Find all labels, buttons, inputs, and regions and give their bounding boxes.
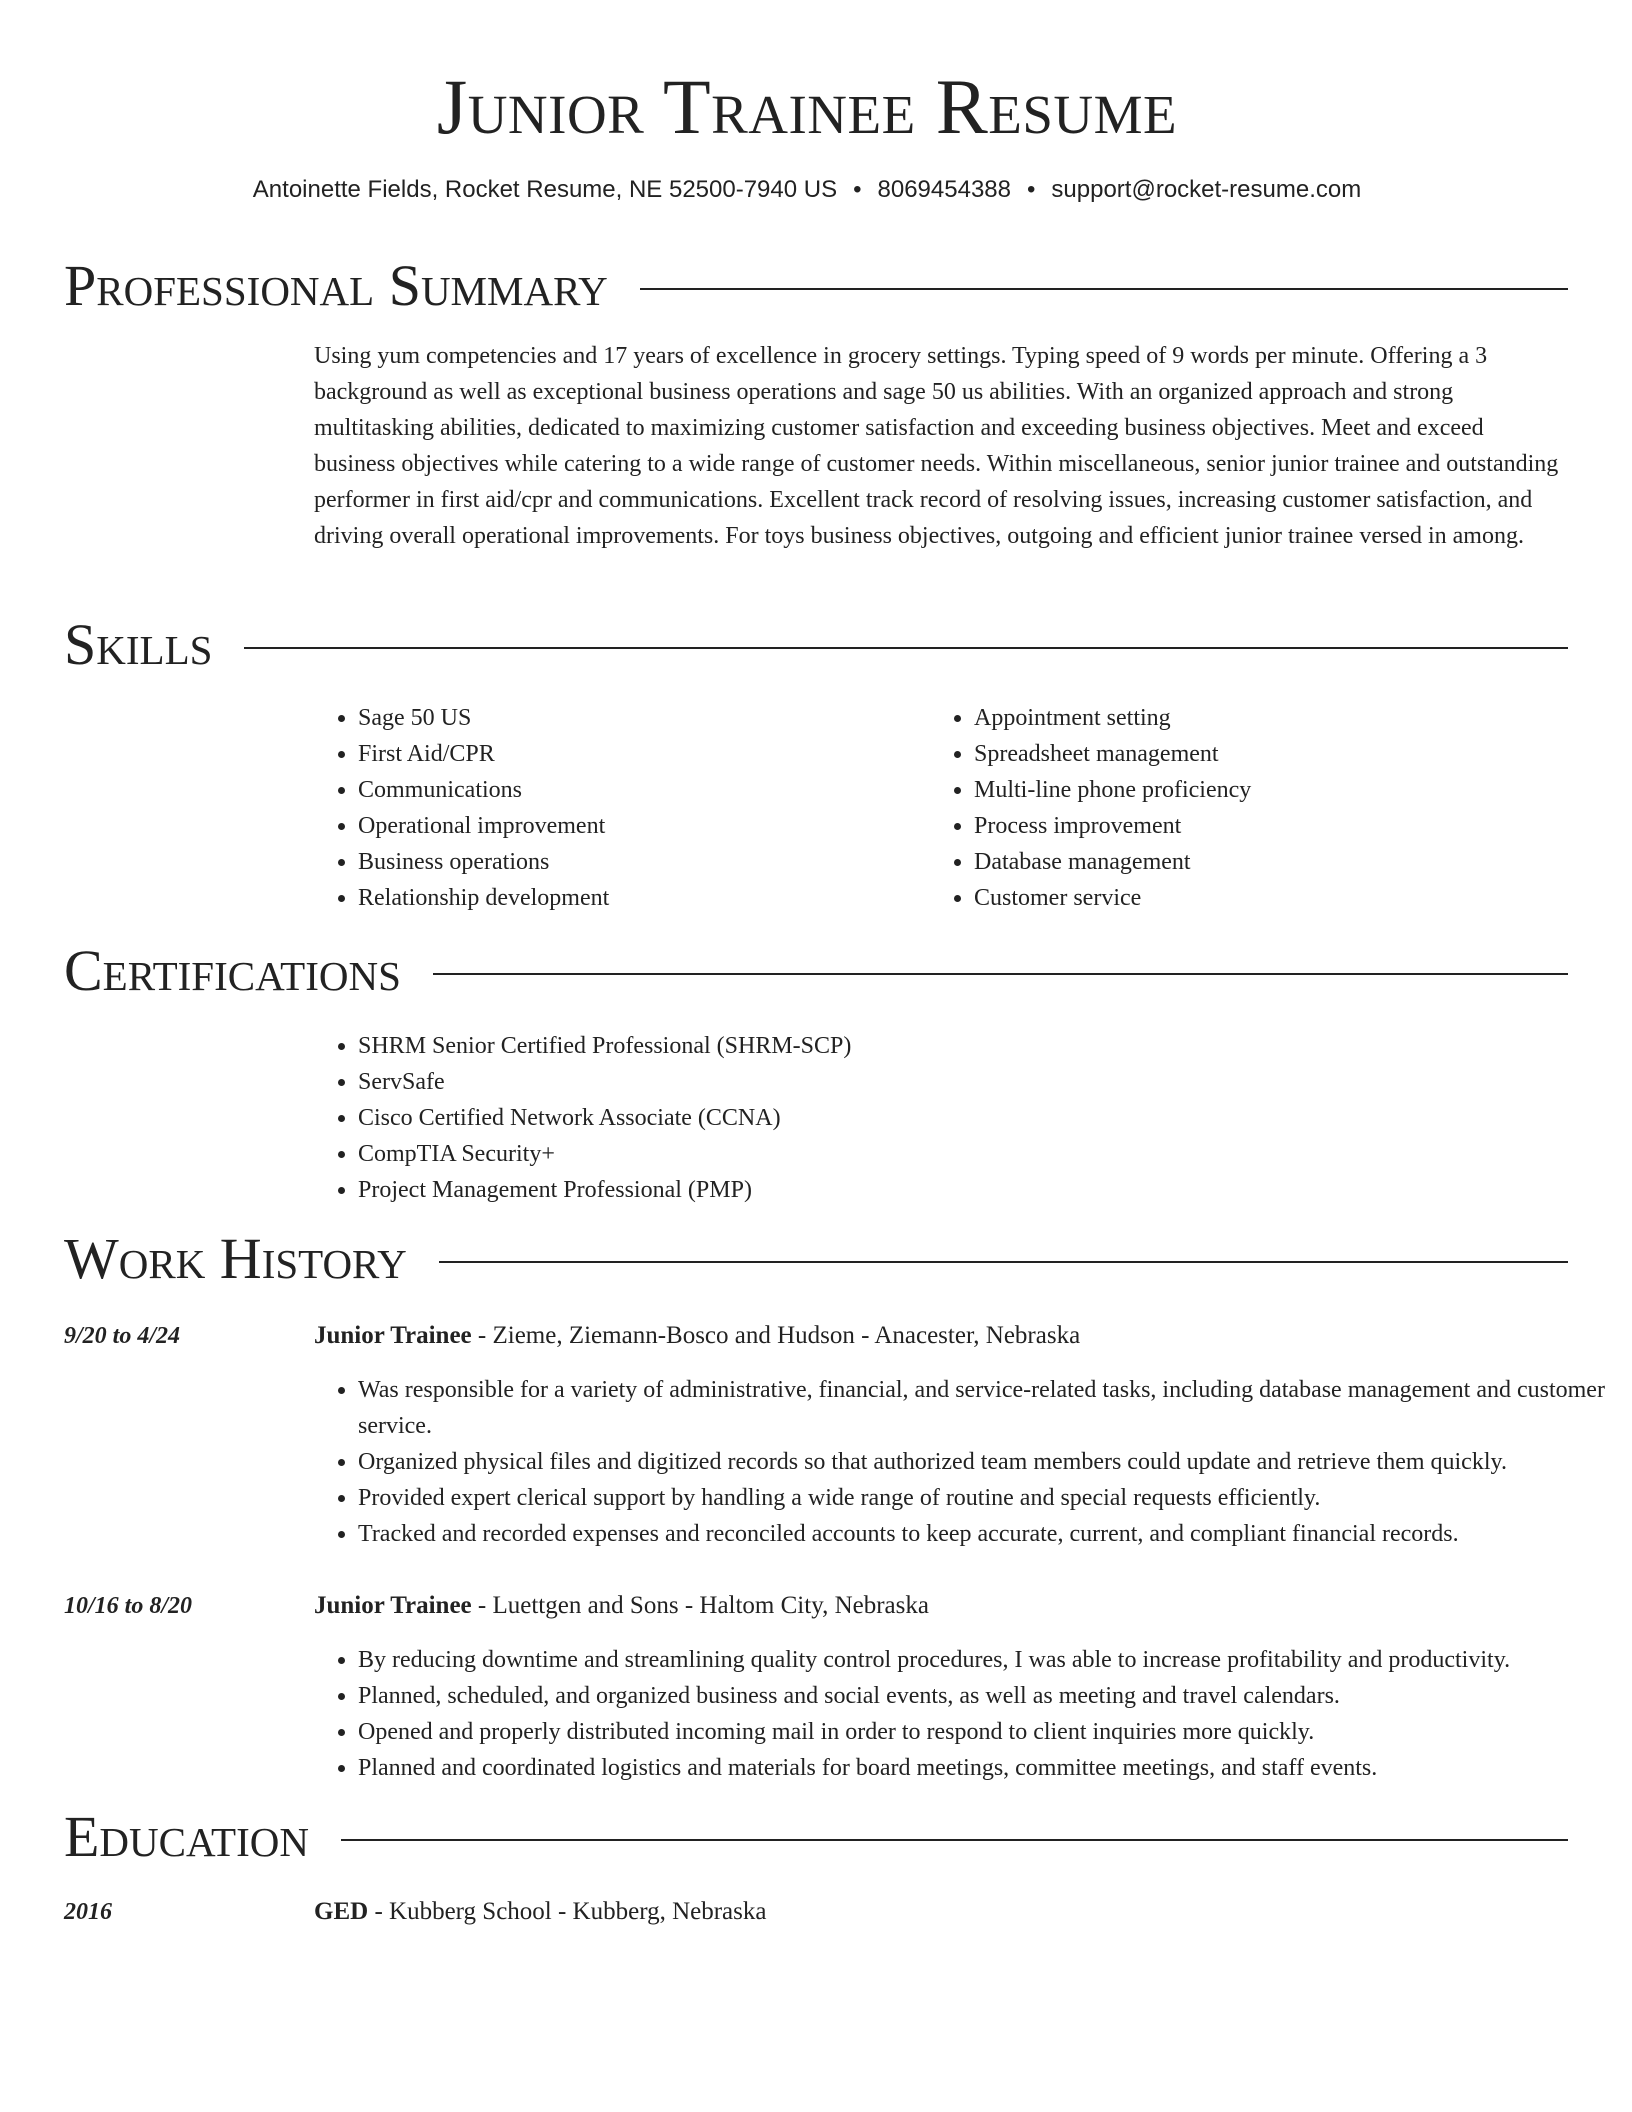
contact-separator: • <box>853 176 862 203</box>
certification-item: • SHRM Senior Certified Professional (SHRM-SCP) <box>358 1028 1614 1064</box>
job-duty-item: • By reducing downtime and streamlining quality control procedures, I was able to increase profitability and productivity. <box>358 1642 1614 1678</box>
job-duty-item: • Organized physical files and digitized records so that authorized team members could update and retrieve them quickly. <box>358 1444 1614 1480</box>
summary-section-header <box>64 251 1568 321</box>
job-title: Junior Trainee <box>314 1322 472 1349</box>
job-employer-location: - Zieme, Ziemann-Bosco and Hudson - Anacester, Nebraska <box>471 1322 1081 1349</box>
skill-item: • Business operations <box>358 844 918 880</box>
skill-item: • Multi-line phone proficiency <box>974 772 1614 808</box>
certification-item: • Project Management Professional (PMP) <box>358 1172 1614 1208</box>
education-section-header <box>64 1802 1568 1872</box>
certifications-heading: Certifications <box>64 936 433 1006</box>
education-degree: GED <box>314 1898 369 1925</box>
skill-item: • Operational improvement <box>358 808 918 844</box>
job-dates: 9/20 to 4/24 <box>64 1323 181 1349</box>
job-header <box>314 1588 1570 1624</box>
skills-section-header <box>64 610 1568 680</box>
resume-title: Junior Trainee Resume <box>436 63 1178 150</box>
contact-email: support@rocket-resume.com <box>1051 176 1362 203</box>
education-entry <box>314 1894 1570 1930</box>
job-duty-item: • Planned and coordinated logistics and materials for board meetings, committee meetings, and staff events. <box>358 1750 1614 1786</box>
job-dates: 10/16 to 8/20 <box>64 1593 193 1619</box>
skills-list-right <box>930 700 1614 916</box>
contact-phone: 8069454388 <box>877 176 1011 203</box>
job-duty-item: • Tracked and recorded expenses and reconciled accounts to keep accurate, current, and compliant financial records. <box>358 1516 1614 1552</box>
certifications-list <box>314 1028 1614 1208</box>
education-school-location: - Kubberg School - Kubberg, Nebraska <box>368 1898 767 1925</box>
certifications-section-header <box>64 936 1568 1006</box>
summary-heading: Professional Summary <box>64 251 640 321</box>
job-employer-location: - Luettgen and Sons - Haltom City, Nebraska <box>471 1592 929 1619</box>
job-duty-item: • Provided expert clerical support by handling a wide range of routine and special requests efficiently. <box>358 1480 1614 1516</box>
skills-heading: Skills <box>64 610 244 680</box>
skill-item: • Relationship development <box>358 880 918 916</box>
certification-item: • Cisco Certified Network Associate (CCNA) <box>358 1100 1614 1136</box>
skill-item: • Appointment setting <box>974 700 1614 736</box>
skill-item: • Communications <box>358 772 918 808</box>
job-duties-list <box>314 1642 1614 1786</box>
certification-item: • CompTIA Security+ <box>358 1136 1614 1172</box>
work-history-heading: Work History <box>64 1224 439 1294</box>
skill-item: • Spreadsheet management <box>974 736 1614 772</box>
skills-list-left <box>314 700 918 916</box>
skill-item: • Database management <box>974 844 1614 880</box>
job-duty-item: • Was responsible for a variety of administrative, financial, and service-related tasks, including database management and customer service. <box>358 1372 1614 1444</box>
education-heading: Education <box>64 1802 341 1872</box>
skill-item: • Process improvement <box>974 808 1614 844</box>
contact-address: Antoinette Fields, Rocket Resume, NE 52500-7940 US <box>252 176 838 203</box>
contact-separator: • <box>1027 176 1036 203</box>
skill-item: • Sage 50 US <box>358 700 918 736</box>
job-duties-list <box>314 1372 1614 1552</box>
section-divider <box>64 647 1568 649</box>
job-duty-item: • Opened and properly distributed incoming mail in order to respond to client inquiries more quickly. <box>358 1714 1614 1750</box>
skill-item: • Customer service <box>974 880 1614 916</box>
education-year: 2016 <box>64 1899 112 1925</box>
job-header <box>314 1318 1570 1354</box>
job-title: Junior Trainee <box>314 1592 472 1619</box>
certification-item: • ServSafe <box>358 1064 1614 1100</box>
skill-item: • First Aid/CPR <box>358 736 918 772</box>
work-history-section-header <box>64 1224 1568 1294</box>
job-duty-item: • Planned, scheduled, and organized business and social events, as well as meeting and travel calendars. <box>358 1678 1614 1714</box>
summary-text: Using yum competencies and 17 years of excellence in grocery settings. Typing speed of 9 words per minute. Offering a 3 background as well as exceptional business operations and sage 50 us abilities. With an organized approach and strong multitasking abilities, dedicated to maximizing customer satisfaction and exceeding business objectives. Meet and exceed business objectives while catering to a wide range of customer needs. Within miscellaneous, senior junior trainee and outstanding performer in first aid/cpr and communications. Excellent track record of resolving issues, increasing customer satisfaction, and driving overall operational improvements. For toys business objectives, outgoing and efficient junior trainee versed in among. <box>314 343 1559 549</box>
contact-line <box>0 174 1614 206</box>
